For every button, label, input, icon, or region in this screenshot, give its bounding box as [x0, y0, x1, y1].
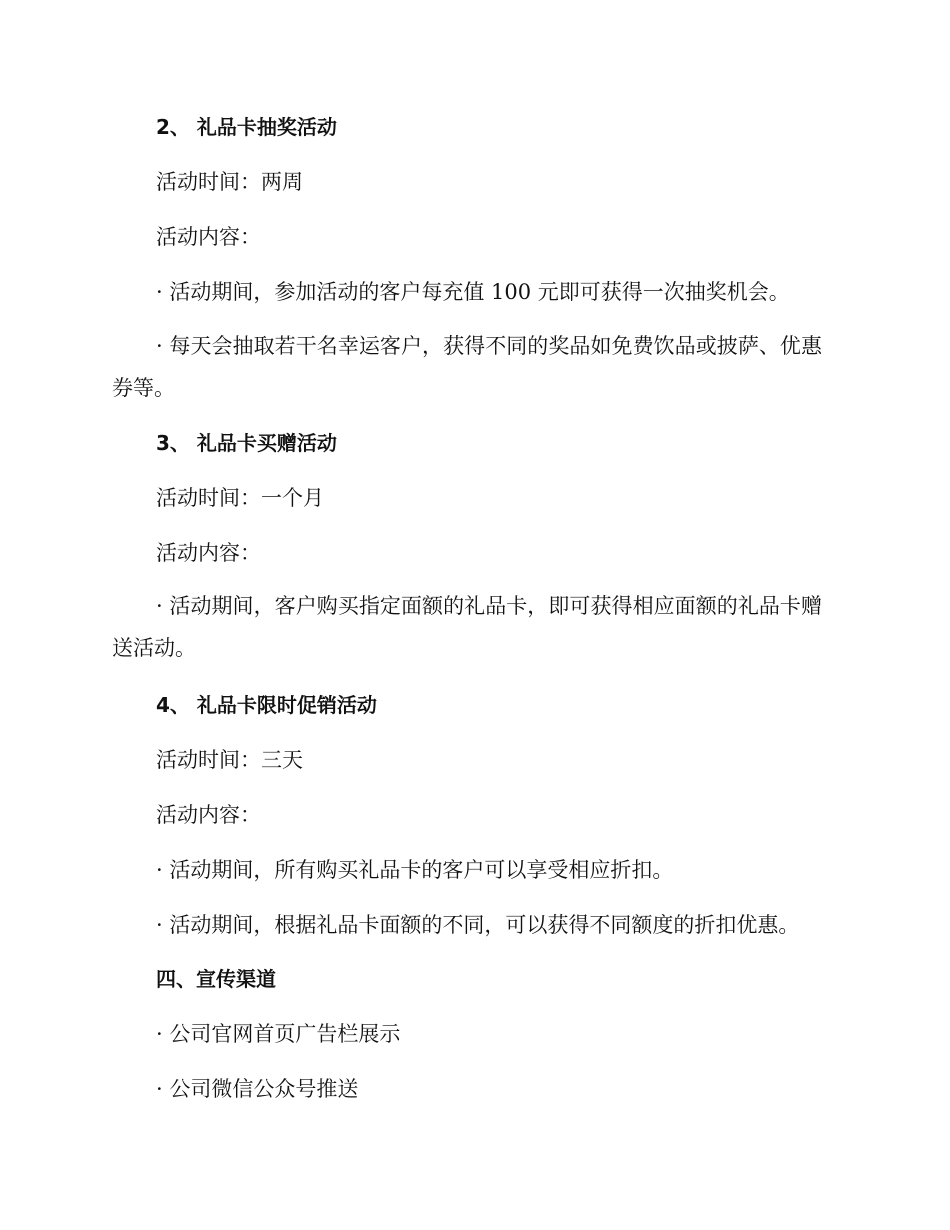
- bullet-item: · 每天会抽取若干名幸运客户，获得不同的奖品如免费饮品或披萨、优惠券等。: [112, 334, 822, 400]
- section-heading: 四、宣传渠道: [156, 967, 276, 991]
- bullet-item: · 公司官网首页广告栏展示: [156, 1022, 401, 1046]
- section-heading: 2、 礼品卡抽奖活动: [156, 115, 337, 139]
- activity-time: 活动时间：一个月: [156, 486, 324, 510]
- section-heading: 3、 礼品卡买赠活动: [156, 431, 337, 455]
- activity-time: 活动时间：两周: [156, 170, 303, 194]
- bullet-item: · 活动期间，参加活动的客户每充值 100 元即可获得一次抽奖机会。: [156, 280, 790, 304]
- bullet-item: · 活动期间，根据礼品卡面额的不同，可以获得不同额度的折扣优惠。: [156, 913, 800, 937]
- bullet-item: · 活动期间，客户购买指定面额的礼品卡，即可获得相应面额的礼品卡赠送活动。: [112, 594, 822, 660]
- section-heading: 4、 礼品卡限时促销活动: [156, 693, 377, 717]
- activity-content-label: 活动内容：: [156, 541, 261, 565]
- activity-content-label: 活动内容：: [156, 225, 261, 249]
- activity-time: 活动时间：三天: [156, 748, 303, 772]
- bullet-item: · 公司微信公众号推送: [156, 1077, 359, 1101]
- activity-content-label: 活动内容：: [156, 803, 261, 827]
- bullet-item: · 活动期间，所有购买礼品卡的客户可以享受相应折扣。: [156, 858, 674, 882]
